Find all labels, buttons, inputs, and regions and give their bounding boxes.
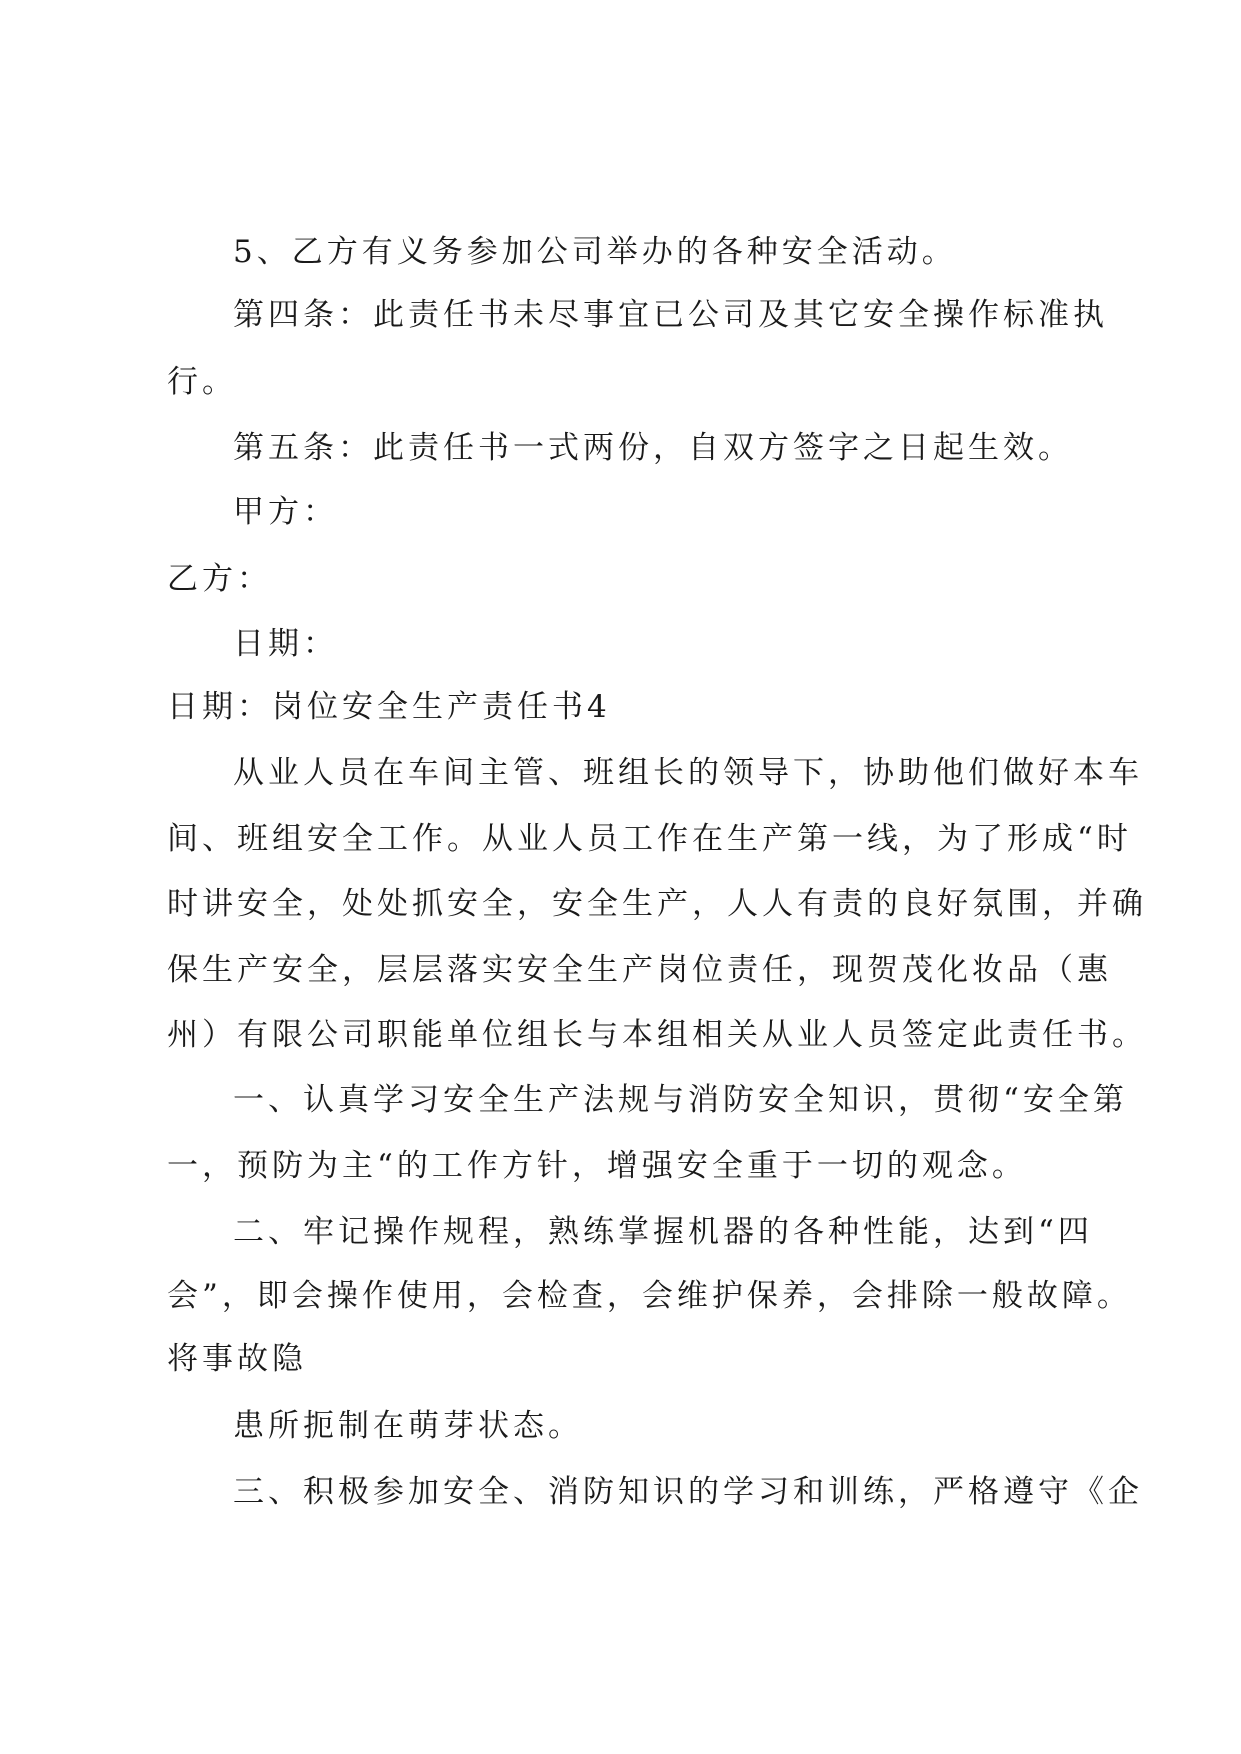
text-line-intro-2: 间、班组安全工作。从业人员工作在生产第一线，为了形成“时	[167, 821, 1132, 857]
text-line-date-2-title: 日期：岗位安全生产责任书4	[167, 689, 611, 725]
text-line-article-4: 第四条：此责任书未尽事宜已公司及其它安全操作标准执	[233, 297, 1108, 333]
text-line-article-4-cont: 行。	[167, 364, 237, 400]
text-line-date-1: 日期：	[233, 626, 338, 662]
text-line-party-a: 甲方：	[233, 494, 338, 530]
text-line-intro-5: 州）有限公司职能单位组长与本组相关从业人员签定此责任书。	[167, 1017, 1147, 1053]
text-line-item-2-cont-2: 将事故隐	[167, 1341, 307, 1377]
text-line-party-b: 乙方：	[167, 561, 272, 597]
text-line-intro-3: 时讲安全，处处抓安全，安全生产，人人有责的良好氛围，并确	[167, 886, 1147, 922]
text-line-item-3: 三、积极参加安全、消防知识的学习和训练，严格遵守《企	[233, 1474, 1143, 1510]
text-line-intro-1: 从业人员在车间主管、班组长的领导下，协助他们做好本车	[233, 755, 1143, 791]
text-line-item-2-cont: 会”，即会操作使用，会检查，会维护保养，会排除一般故障。	[167, 1278, 1132, 1314]
text-line-activity: 5、乙方有义务参加公司举办的各种安全活动。	[233, 234, 957, 270]
text-line-intro-4: 保生产安全，层层落实安全生产岗位责任，现贺茂化妆品（惠	[167, 952, 1112, 988]
text-line-article-5: 第五条：此责任书一式两份，自双方签字之日起生效。	[233, 430, 1073, 466]
text-line-item-1-cont: 一，预防为主“的工作方针，增强安全重于一切的观念。	[167, 1148, 1027, 1184]
text-line-item-2-cont-3: 患所扼制在萌芽状态。	[233, 1408, 583, 1444]
text-line-item-2: 二、牢记操作规程，熟练掌握机器的各种性能，达到“四	[233, 1214, 1093, 1250]
text-line-item-1: 一、认真学习安全生产法规与消防安全知识，贯彻“安全第	[233, 1082, 1128, 1118]
